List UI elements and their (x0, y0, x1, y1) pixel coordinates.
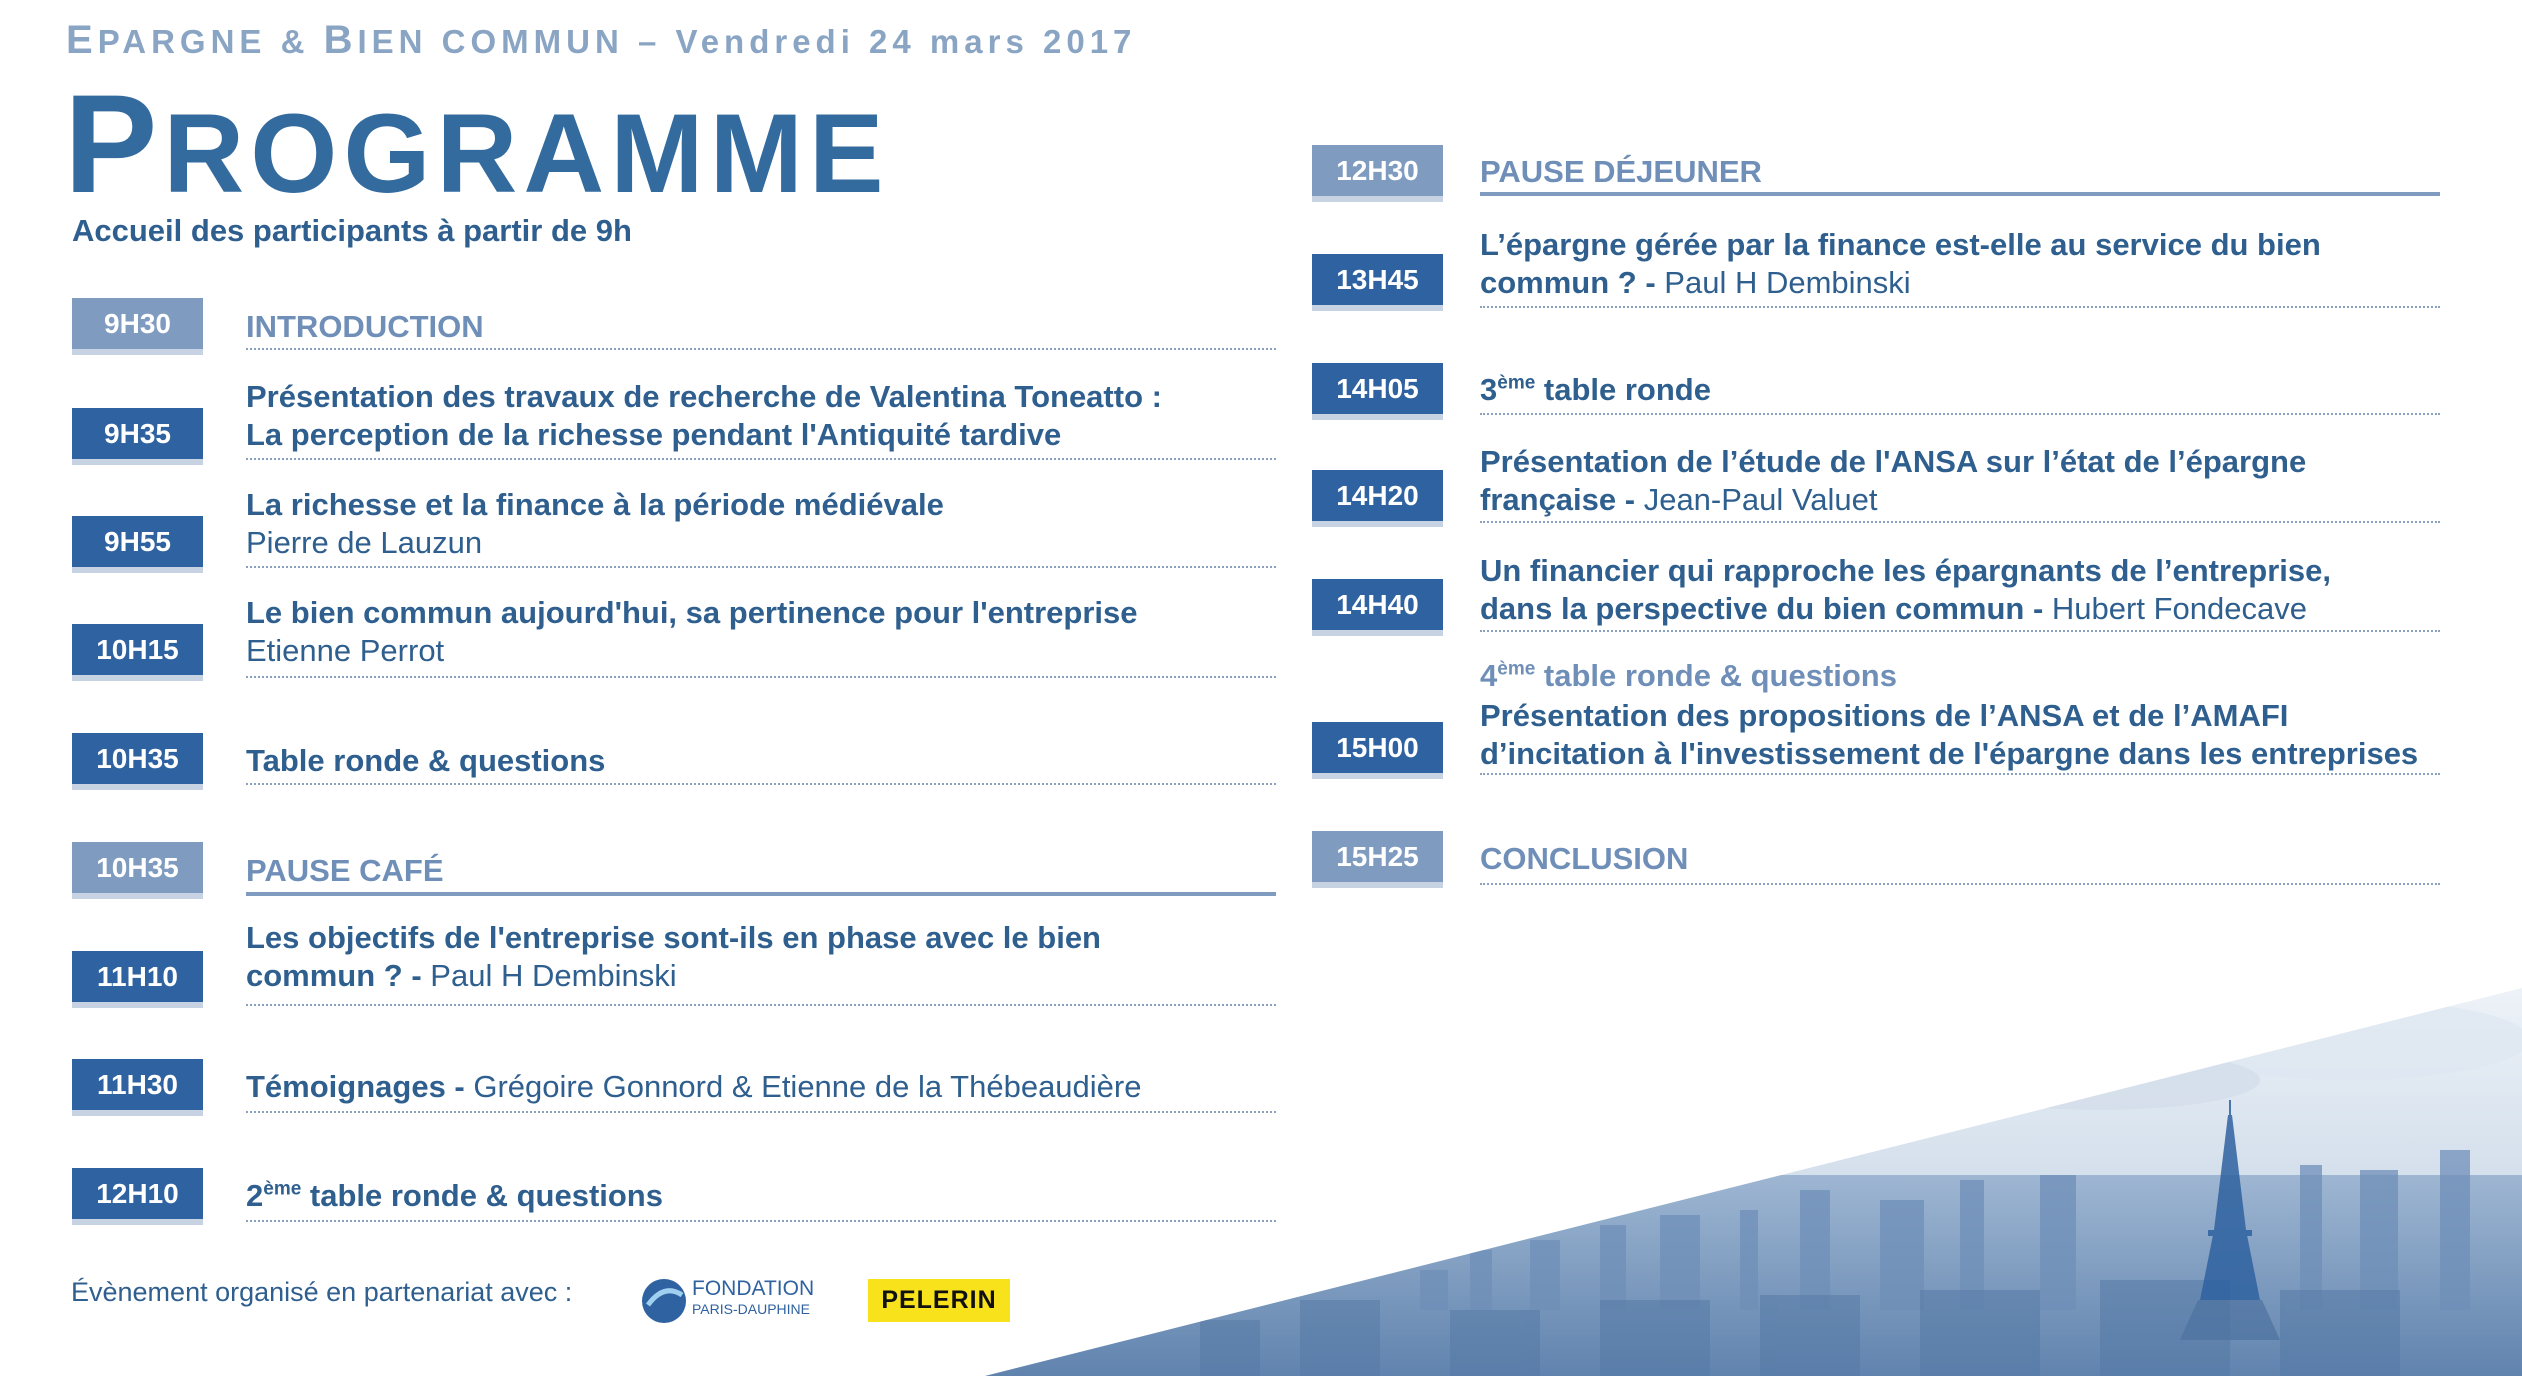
item-title: L’épargne gérée par la finance est-elle au service du bien commun ? - Paul H Dembinski (1480, 227, 2321, 300)
time-badge: 9H55 (72, 516, 203, 567)
time-badge: 10H15 (72, 624, 203, 675)
time-badge: 14H40 (1312, 579, 1443, 630)
event-subtitle: EPARGNE & BIEN COMMUN – Vendredi 24 mars 2017 (66, 18, 1137, 62)
fondation-dauphine-wordmark: FONDATION PARIS-DAUPHINE (692, 1277, 815, 1317)
time-badge: 12H30 (1312, 145, 1443, 196)
time-badge: 10H35 (72, 842, 203, 893)
item-title: 3ème table ronde (1480, 372, 1711, 407)
item-title: Table ronde & questions (246, 743, 606, 778)
speaker-name: Paul H Dembinski (430, 958, 677, 993)
partner-text: Évènement organisé en partenariat avec : (71, 1277, 573, 1307)
time-badge: 9H35 (72, 408, 203, 459)
item-title: Présentation de l’étude de l'ANSA sur l’état de l’épargne française - Jean-Paul Valuet (1480, 444, 2307, 517)
speaker-name: Grégoire Gonnord & Etienne de la Thébeaudière (473, 1069, 1142, 1104)
time-badge: 9H30 (72, 298, 203, 349)
item-title: Les objectifs de l'entreprise sont-ils en phase avec le bien commun ? - Paul H Dembinski (246, 920, 1101, 993)
time-badge: 13H45 (1312, 254, 1443, 305)
item-title: Présentation des travaux de recherche de Valentina Toneatto : La perception de la richesse pendant l'Antiquité tardive (246, 379, 1162, 452)
speaker-name: Hubert Fondecave (2051, 591, 2307, 626)
time-badge: 11H30 (72, 1059, 203, 1110)
pelerin-logo: PELERIN (868, 1279, 1010, 1322)
speaker-name: Paul H Dembinski (1664, 265, 1911, 300)
item-title: Témoignages - Grégoire Gonnord & Etienne de la Thébeaudière (246, 1069, 1142, 1104)
item-title: Un financier qui rapproche les épargnants de l’entreprise, dans la perspective du bien commun - Hubert Fondecave (1480, 553, 2332, 626)
time-badge: 15H00 (1312, 722, 1443, 773)
item-subtitle: 4ème table ronde & questions (1480, 658, 1897, 693)
time-badge: 14H05 (1312, 363, 1443, 414)
speaker-name: Pierre de Lauzun (246, 525, 483, 560)
item-title: INTRODUCTION (246, 309, 484, 344)
time-badge: 10H35 (72, 733, 203, 784)
speaker-name: Etienne Perrot (246, 633, 445, 668)
time-badge: 11H10 (72, 951, 203, 1002)
item-title: 2ème table ronde & questions (246, 1178, 663, 1213)
item-title: La richesse et la finance à la période médiévale Pierre de Lauzun (246, 487, 944, 560)
item-title: PAUSE DÉJEUNER (1480, 154, 1762, 189)
item-title: CONCLUSION (1480, 841, 1689, 876)
item-title: Le bien commun aujourd'hui, sa pertinence pour l'entreprise Etienne Perrot (246, 595, 1138, 668)
page-title: PROGRAMME (64, 65, 890, 222)
time-badge: 12H10 (72, 1168, 203, 1219)
welcome-text: Accueil des participants à partir de 9h (72, 213, 632, 248)
time-badge: 15H25 (1312, 831, 1443, 882)
speaker-name: Jean-Paul Valuet (1643, 482, 1878, 517)
item-title: PAUSE CAFÉ (246, 853, 444, 888)
item-title: Présentation des propositions de l’ANSA et de l’AMAFI d’incitation à l'investissement de l'épargne dans les entreprises (1480, 698, 2419, 771)
time-badge: 14H20 (1312, 470, 1443, 521)
